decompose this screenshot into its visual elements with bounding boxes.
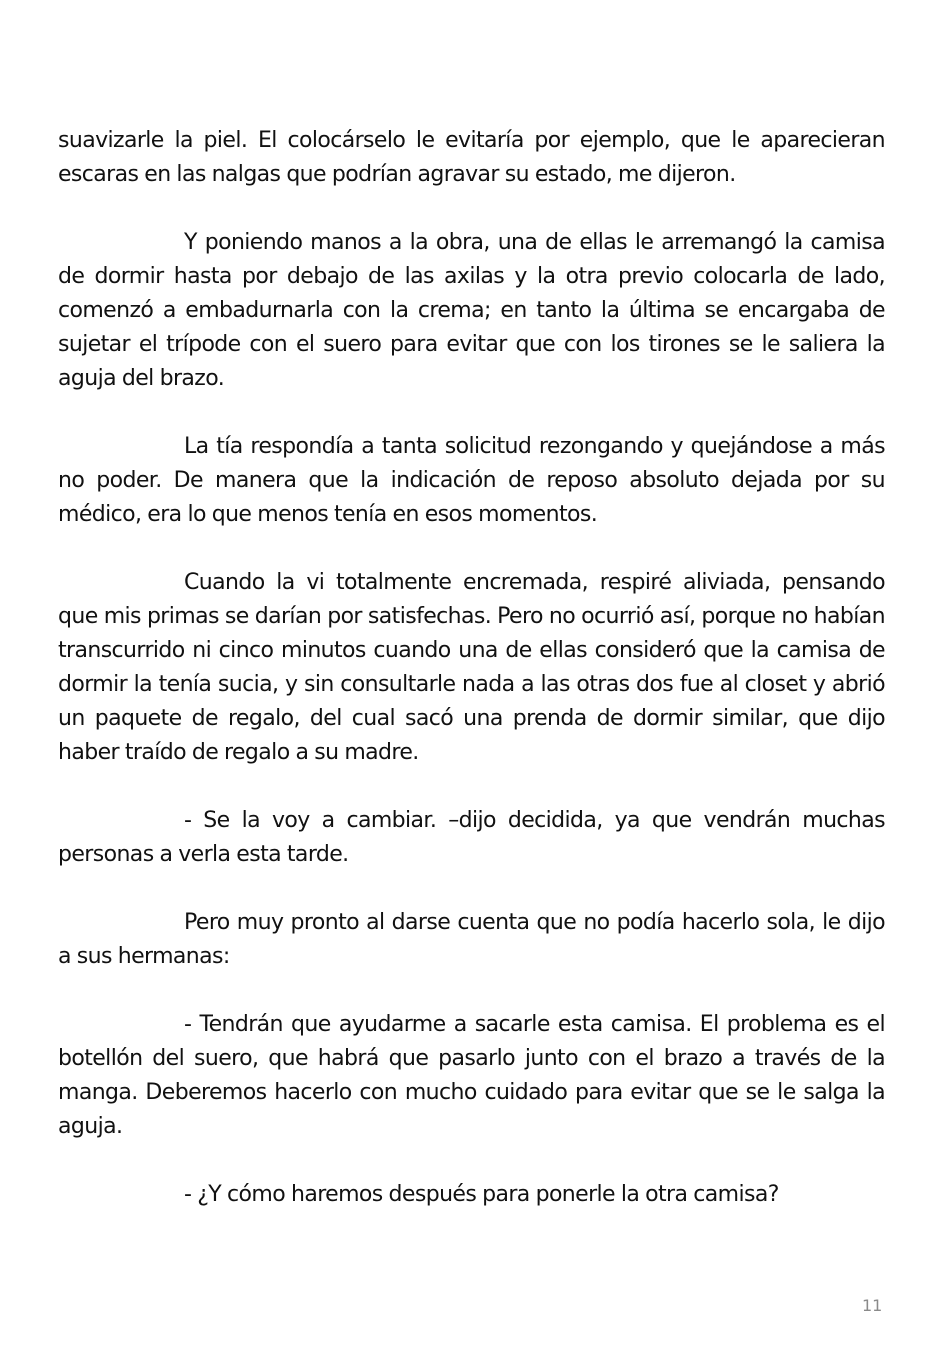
paragraph-6: Pero muy pronto al darse cuenta que no podía hacerlo sola, le dijo a sus hermanas: bbox=[58, 910, 885, 969]
paragraph-5: - Se la voy a cambiar. –dijo decidida, ya que vendrán muchas personas a verla esta tarde. bbox=[58, 808, 885, 867]
paragraph-7: - Tendrán que ayudarme a sacarle esta camisa. El problema es el botellón del suero, que habrá que pasarlo junto con el brazo a través de la manga. Deberemos hacerlo con mucho cuidado para evitar que se le salga la aguja. bbox=[58, 1012, 885, 1139]
paragraph-2: Y poniendo manos a la obra, una de ellas le arremangó la camisa de dormir hasta por debajo de las axilas y la otra previo colocarla de lado, comenzó a embadurnarla con la crema; en tanto la última se encargaba de sujetar el trípode con el suero para evitar que con los tirones se le saliera la aguja del brazo. bbox=[58, 230, 885, 391]
page-number: 11 bbox=[862, 1296, 883, 1315]
page-body bbox=[58, 124, 885, 1212]
paragraph-1: suavizarle la piel. El colocárselo le evitaría por ejemplo, que le aparecieran escaras en las nalgas que podrían agravar su estado, me dijeron. bbox=[58, 128, 885, 187]
paragraph-3: La tía respondía a tanta solicitud rezongando y quejándose a más no poder. De manera que la indicación de reposo absoluto dejada por su médico, era lo que menos tenía en esos momentos. bbox=[58, 434, 885, 527]
paragraph-4: Cuando la vi totalmente encremada, respiré aliviada, pensando que mis primas se darían por satisfechas. Pero no ocurrió así, porque no habían transcurrido ni cinco minutos cuando una de ellas consideró que la camisa de dormir la tenía sucia, y sin consultarle nada a las otras dos fue al closet y abrió un paquete de regalo, del cual sacó una prenda de dormir similar, que dijo haber traído de regalo a su madre. bbox=[58, 570, 885, 765]
paragraph-8: - ¿Y cómo haremos después para ponerle la otra camisa? bbox=[184, 1182, 779, 1207]
